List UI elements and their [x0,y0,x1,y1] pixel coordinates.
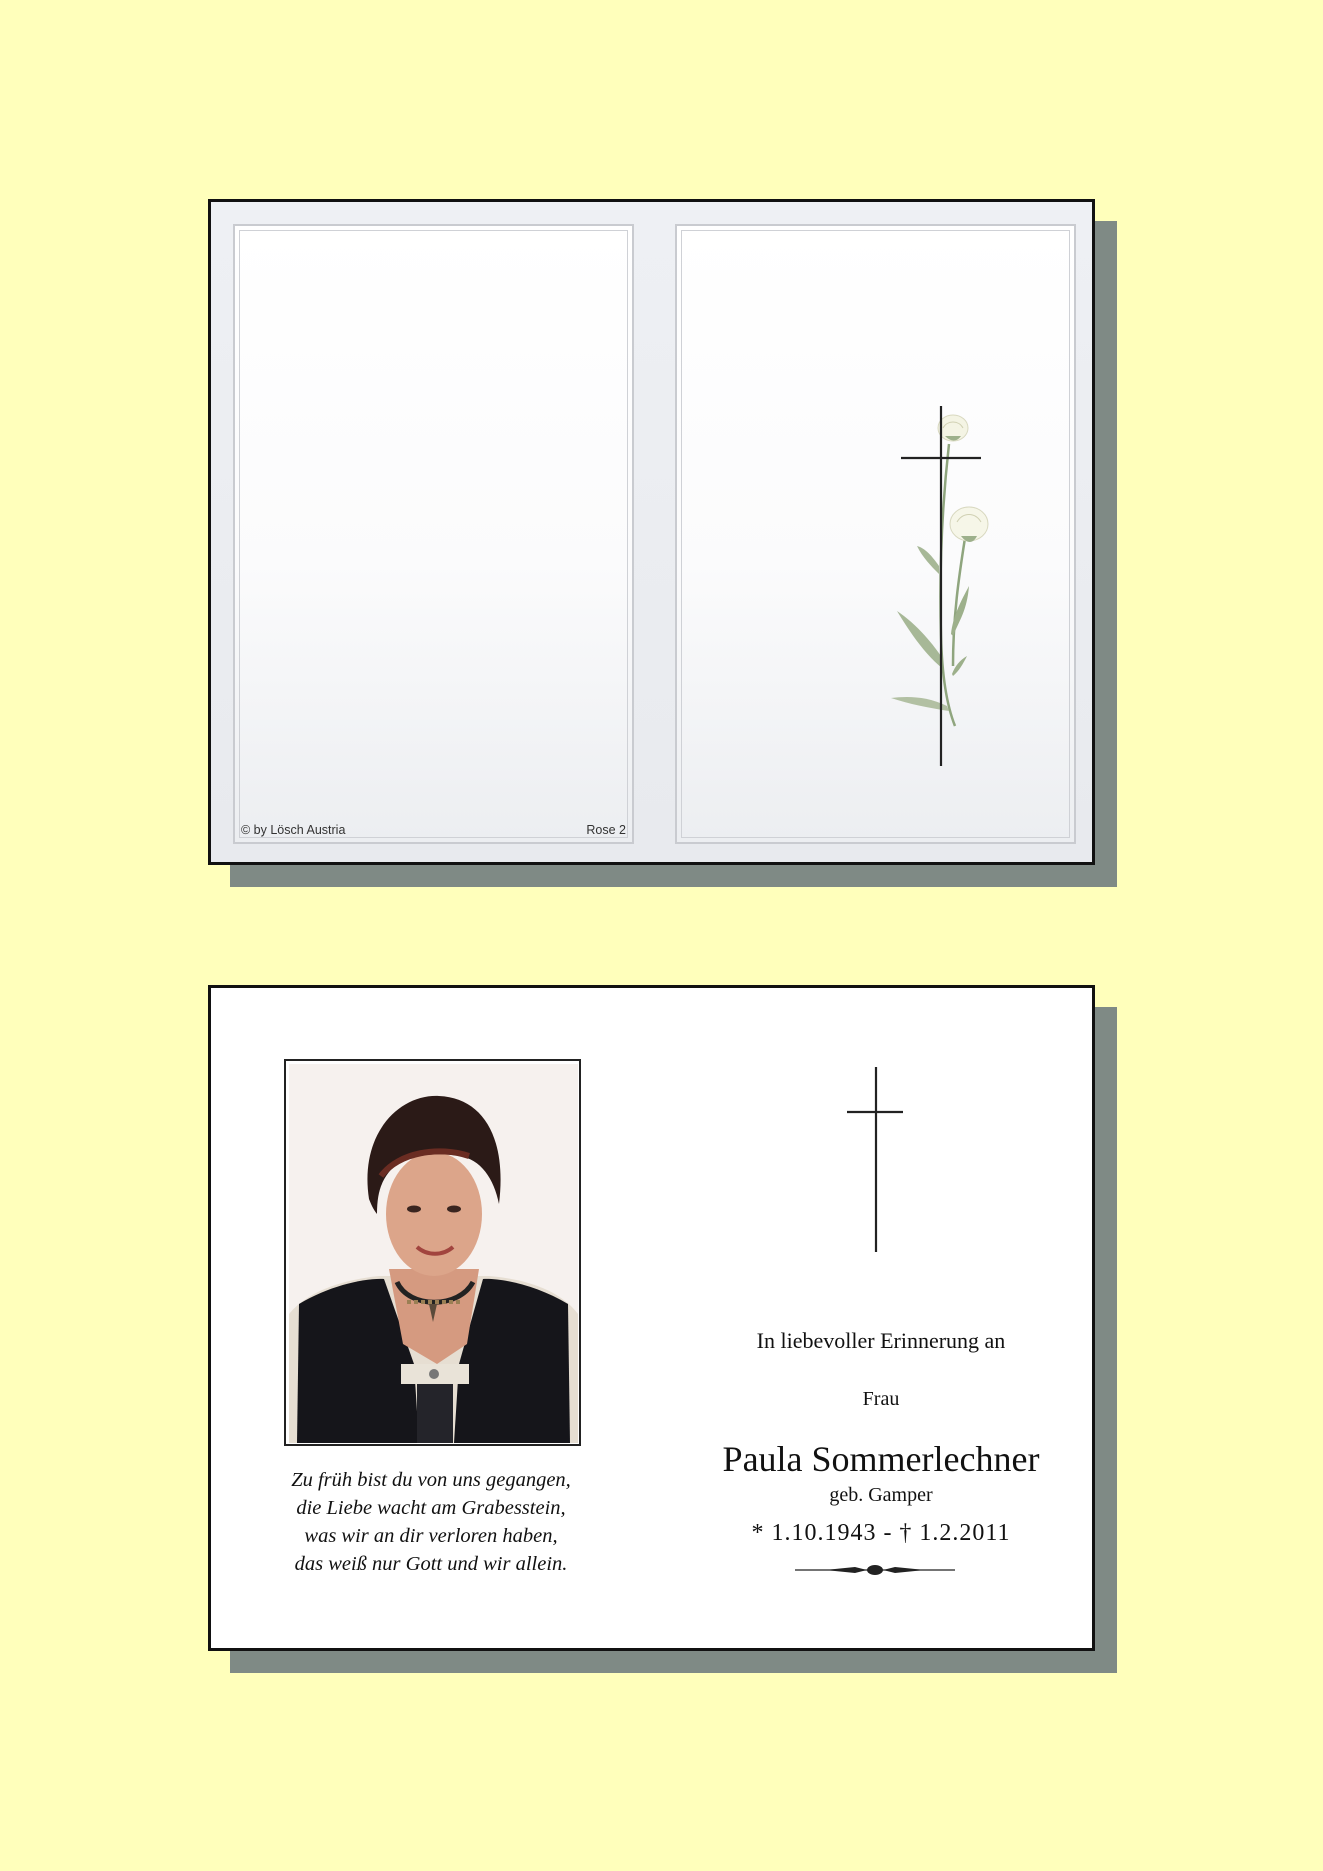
verse-line: das weiß nur Gott und wir allein. [294,1553,568,1575]
verse-line: die Liebe wacht am Grabesstein, [296,1497,566,1519]
portrait-image [289,1064,578,1443]
inside-card [208,985,1095,1651]
design-name-text: Rose 2 [586,823,626,837]
verse-line: was wir an dir verloren haben, [304,1525,558,1547]
front-card [208,199,1095,865]
front-card-right-panel [675,224,1076,844]
deceased-name: Paula Sommerlechner [722,1439,1040,1479]
front-card-left-panel [233,224,634,844]
rose-cross-icon [887,406,1017,806]
cross-icon [845,1067,905,1252]
maiden-name: geb. Gamper [829,1484,933,1506]
panel-inner-border [239,230,628,838]
life-dates: * 1.10.1943 - † 1.2.2011 [751,1520,1011,1546]
copyright-text: © by Lösch Austria [241,823,346,837]
ornament-divider-icon [795,1563,955,1577]
honorific: Frau [862,1388,900,1410]
memorial-verse [251,1466,611,1578]
portrait-photo [284,1059,581,1446]
verse-line: Zu früh bist du von uns gegangen, [291,1469,571,1491]
memory-text: In liebevoller Erinnerung an [756,1328,1006,1353]
